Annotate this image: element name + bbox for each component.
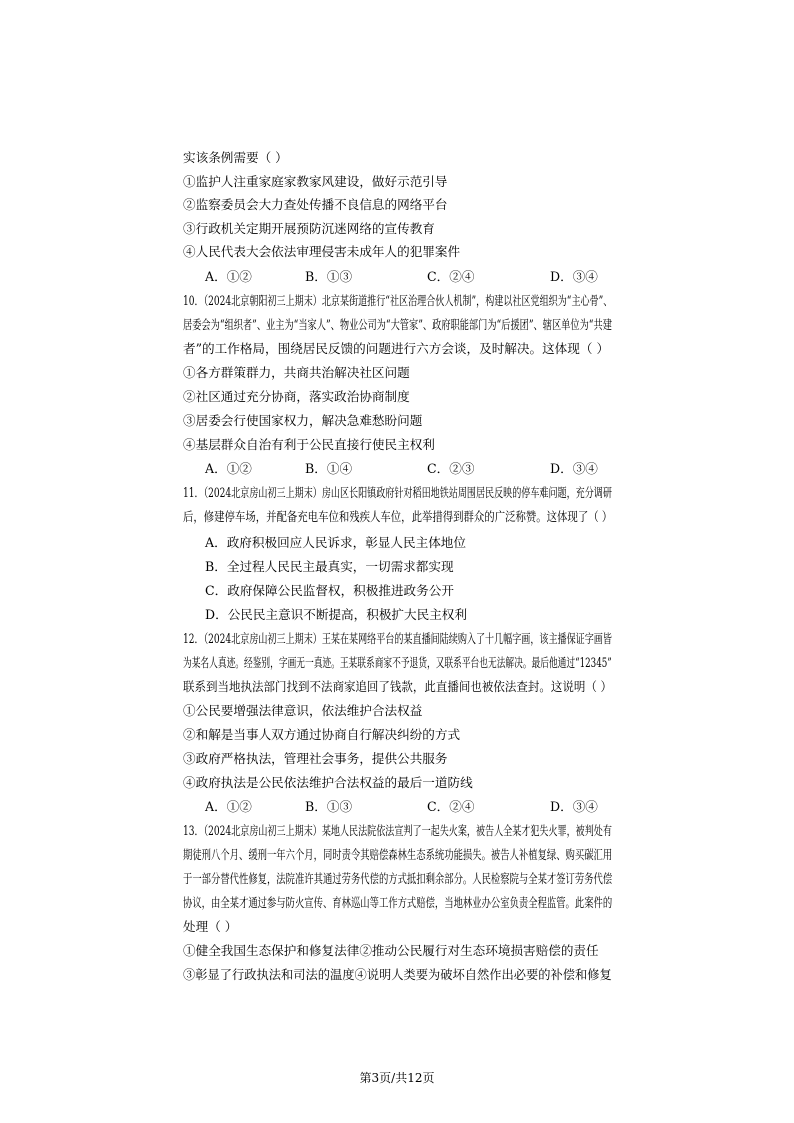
q10-stem-line-1: 10．（2024北京朝阳初三上期末）北京某街道推行“社区治理合伙人机制”，构建以社区党组织为“主心骨”、 (183, 293, 613, 308)
q11-choice-d[interactable]: D．公民民主意识不断提高，积极扩大民主权利 (205, 607, 467, 622)
q10-stem-line-3: 者”的工作格局，围绕居民反馈的问题进行六方会谈，及时解决。这体现（ ） (183, 341, 610, 356)
q12-item-2: ②和解是当事人双方通过协商自行解决纠纷的方式 (183, 727, 461, 742)
q11-stem-line-1: 11．（2024北京房山初三上期末）房山区长阳镇政府针对稻田地铁站周围居民反映的停车难问题，充分调研 (183, 485, 612, 500)
q11-choice-b[interactable]: B．全过程人民民主最真实，一切需求都实现 (205, 559, 454, 574)
q10-stem-line-2: 居委会为“组织者”、业主为“当家人”、物业公司为“大管家”、政府职能部门为“后援团”、辖区单位为“共建 (183, 317, 612, 332)
q12-option-d[interactable]: D．③④ (550, 799, 598, 814)
q10-item-1: ①各方群策群力，共商共治解决社区问题 (183, 365, 410, 380)
q9-options (205, 269, 625, 285)
q13-stem-line-2: 期徒刑八个月、缓刑一年六个月，同时责令其赔偿森林生态系统功能损失。被告人补植复绿、购买碳汇用 (183, 847, 613, 862)
q9-option-b[interactable]: B．①③ (305, 269, 353, 284)
q9-stem-end: 实该条例需要（ ） (183, 150, 288, 165)
q9-item-4: ④人民代表大会依法审理侵害未成年人的犯罪案件 (183, 244, 461, 259)
q12-options (205, 799, 625, 815)
q10-option-a[interactable]: A．①② (205, 461, 252, 476)
q13-stem-line-5: 处理（ ） (183, 919, 238, 934)
q13-items-line-2: ③彰显了行政执法和司法的温度④说明人类要为破坏自然作出必要的补偿和修复 (183, 967, 612, 982)
q10-item-3: ③居委会行使国家权力，解决急难愁盼问题 (183, 413, 423, 428)
q9-option-a[interactable]: A．①② (205, 269, 252, 284)
q12-stem-line-3: 联系到当地执法部门找到不法商家追回了钱款，此直播间也被依法查封。这说明（ ） (183, 679, 613, 694)
q12-option-c[interactable]: C．②④ (427, 799, 475, 814)
q13-stem-line-4: 协议，由全某才通过参与防火宣传、育林巡山等工作方式赔偿，当地林业办公室负责全程监管。此案件的 (183, 895, 613, 910)
q13-items-line-1: ①健全我国生态保护和修复法律②推动公民履行对生态环境损害赔偿的责任 (183, 943, 599, 958)
q11-choice-c[interactable]: C．政府保障公民监督权，积极推进政务公开 (205, 583, 454, 598)
page-number: 第3页/共12页 (359, 1071, 435, 1085)
q12-option-a[interactable]: A．①② (205, 799, 252, 814)
q12-item-3: ③政府严格执法，管理社会事务，提供公共服务 (183, 751, 448, 766)
q9-option-c[interactable]: C．②④ (427, 269, 475, 284)
q10-item-2: ②社区通过充分协商，落实政治协商制度 (183, 389, 410, 404)
q12-stem-line-1: 12．（2024北京房山初三上期末）王某在某网络平台的某直播间陆续购入了十几幅字画，该主播保证字画皆 (183, 631, 612, 646)
q13-stem-line-1: 13．（2024北京房山初三上期末）某地人民法院依法宣判了一起失火案，被告人全某才犯失火罪，被判处有 (183, 823, 612, 838)
q9-item-1: ①监护人注重家庭家教家风建设，做好示范引导 (183, 174, 448, 189)
q12-stem-line-2: 为某名人真迹。经鉴别，字画无一真迹。王某联系商家不予退货，又联系平台也无法解决。最后他通过“12345” (183, 655, 612, 670)
q9-item-3: ③行政机关定期开展预防沉迷网络的宣传教育 (183, 221, 435, 236)
q13-stem-line-3: 于一部分替代性修复，法院准许其通过劳务代偿的方式抵扣剩余部分。人民检察院与全某才签订劳务代偿 (183, 871, 613, 886)
q12-item-4: ④政府执法是公民依法维护合法权益的最后一道防线 (183, 775, 473, 790)
q10-item-4: ④基层群众自治有利于公民直接行使民主权利 (183, 437, 435, 452)
q11-stem-line-2: 后，修建停车场，并配备充电车位和残疾人车位，此举措得到群众的广泛称赞。这体现了（ ） (183, 509, 613, 524)
q9-option-d[interactable]: D．③④ (550, 269, 598, 284)
q11-choice-a[interactable]: A．政府积极回应人民诉求，彰显人民主体地位 (205, 535, 466, 550)
q9-item-2: ②监察委员会大力查处传播不良信息的网络平台 (183, 197, 448, 212)
q10-option-c[interactable]: C．②③ (427, 461, 475, 476)
q12-item-1: ①公民要增强法律意识，依法维护合法权益 (183, 703, 423, 718)
q10-option-b[interactable]: B．①④ (305, 461, 353, 476)
q12-option-b[interactable]: B．①③ (305, 799, 353, 814)
q10-options (205, 461, 625, 477)
q10-option-d[interactable]: D．③④ (550, 461, 598, 476)
